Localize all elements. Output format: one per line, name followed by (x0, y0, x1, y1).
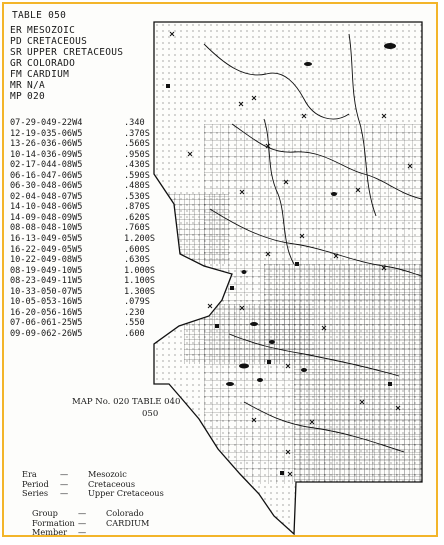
header-row-map: MP 020 (10, 91, 46, 102)
header-row-era: ER MESOZOIC (10, 25, 76, 36)
well-row: 14-09-048-09W5 .620S (10, 212, 150, 223)
well-row: 12-19-035-06W5 .370S (10, 128, 150, 139)
well-row: 16-20-056-16W5 .230 (10, 307, 145, 318)
well-row: 10-05-053-16W5 .079S (10, 297, 150, 308)
header-row-period: PD CRETACEOUS (10, 36, 88, 47)
well-row: 02-04-048-07W5 .530S (10, 191, 150, 202)
legend-row-group: Group — Colorado (32, 508, 144, 518)
well-row: 14-10-048-06W5 .870S (10, 202, 150, 213)
well-row: 06-30-048-06W5 .480S (10, 181, 150, 192)
well-row: 08-08-048-10W5 .760S (10, 223, 150, 234)
well-row: 10-33-050-07W5 1.300S (10, 286, 156, 297)
well-row: 16-22-049-05W5 .600S (10, 244, 150, 255)
table-title: TABLE 050 (12, 10, 67, 21)
well-row: 08-19-049-10W5 1.000S (10, 265, 156, 276)
map-page (2, 2, 438, 537)
well-row: 02-17-044-08W5 .430S (10, 160, 150, 171)
table-header (10, 10, 123, 102)
well-row: 10-22-049-08W5 .630S (10, 255, 150, 266)
well-row: 13-26-036-06W5 .560S (10, 139, 150, 150)
well-row: 10-14-036-09W5 .950S (10, 149, 150, 160)
well-row: 16-13-049-05W5 1.200S (10, 234, 156, 245)
header-row-group: GR COLORADO (10, 58, 76, 69)
legend-row-series: Series — Upper Cretaceous (22, 488, 164, 498)
legend-lithology (32, 509, 149, 537)
well-row: 07-06-061-25W5 .550 (10, 318, 145, 329)
map-number-label (72, 396, 180, 420)
map-table-number: 050 (142, 409, 159, 419)
well-row: 09-09-062-26W5 .600 (10, 328, 145, 339)
well-row: 07-29-049-22W4 .340 (10, 118, 145, 128)
map-number-line: MAP No. 020 TABLE 040 (72, 397, 181, 407)
legend-row-period: Period — Cretaceous (22, 478, 136, 489)
legend-row-formation: Formation — CARDIUM (32, 517, 150, 528)
header-row-series: SR UPPER CRETACEOUS (10, 47, 124, 58)
legend-row-member: Member — (32, 527, 87, 537)
well-list (10, 118, 164, 339)
header-row-member: MR N/A (10, 80, 46, 91)
header-row-formation: FM CARDIUM (10, 69, 70, 80)
well-row: 08-23-049-11W5 1.100S (10, 276, 156, 287)
legend-stratigraphy (22, 470, 164, 499)
well-row: 06-16-047-06W5 .590S (10, 170, 150, 181)
legend-row-era: Era — Mesozoic (22, 469, 127, 479)
